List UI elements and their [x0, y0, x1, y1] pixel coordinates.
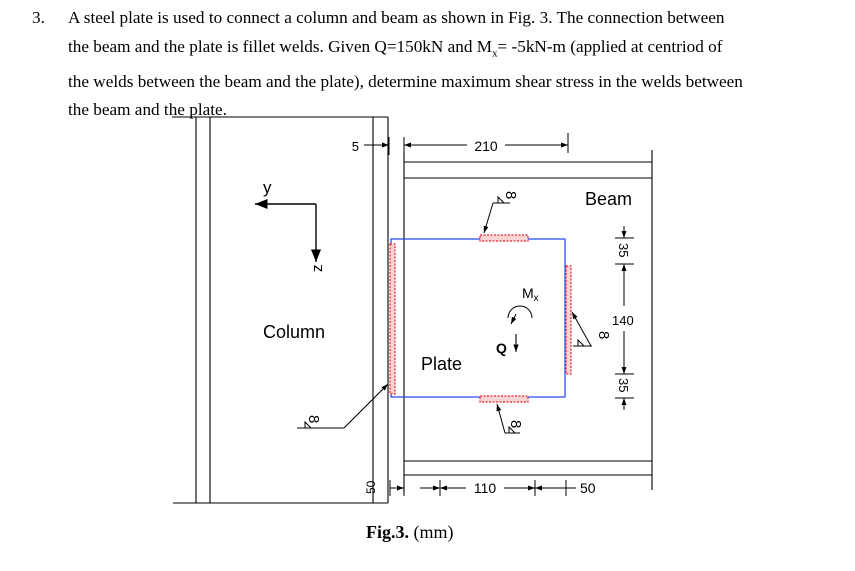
problem-line-4: the beam and the plate.: [68, 100, 227, 120]
weld-symbol-top: [484, 197, 510, 233]
axis-system: [255, 204, 316, 262]
dim-right-mid-label: 140: [612, 313, 634, 328]
problem-number: 3.: [32, 8, 45, 27]
weld-right: [566, 266, 571, 374]
dim-bottom-left-label: 50: [364, 480, 378, 494]
moment-label: $M_x$: [522, 285, 539, 304]
beam-label: Beam: [585, 189, 633, 209]
weld-bottom: [480, 396, 528, 402]
weld-top: [480, 235, 528, 241]
weld-symbol-right: [572, 312, 592, 346]
plate-label: Plate: [421, 354, 463, 374]
moment-arrow: [508, 306, 532, 324]
problem-line-3: the welds between the beam and the plate), determine maximum shear stress in the welds between: [68, 71, 743, 91]
axis-z-label: z: [309, 264, 326, 272]
welds: [390, 235, 571, 402]
weld-size-bottom: 8: [507, 420, 524, 429]
dim-right-top-label: 35: [616, 243, 631, 258]
dim-bottom-mid-label: 110: [473, 480, 497, 496]
column-outline: [172, 117, 388, 503]
weld-size-top: 8: [502, 191, 519, 200]
figure-caption: Fig.3. (mm): [366, 522, 454, 542]
dim-bottom-right-label: 50: [580, 480, 596, 496]
column-label: Column: [263, 322, 326, 342]
weld-size-column: 8: [305, 415, 322, 424]
plate-outline: [391, 239, 565, 397]
dim-top-left-label: 5: [351, 139, 359, 154]
load-Q-label: Q: [496, 340, 507, 356]
weld-symbol-bottom: [497, 404, 520, 433]
axis-y-label: y: [263, 178, 272, 197]
weld-size-right: 8: [595, 331, 612, 340]
top-dimension: [364, 133, 568, 155]
weld-left: [390, 244, 395, 394]
dim-right-bottom-label: 35: [616, 378, 631, 393]
dim-top-main-label: 210: [474, 138, 498, 154]
problem-line-2: the beam and the plate is fillet welds. Given Q=150kN and $M_x= -5kN-m$ (applied at centriod of: [68, 36, 723, 60]
problem-line-1: A steel plate is used to connect a column and beam as shown in Fig. 3. The connection between: [68, 8, 725, 27]
